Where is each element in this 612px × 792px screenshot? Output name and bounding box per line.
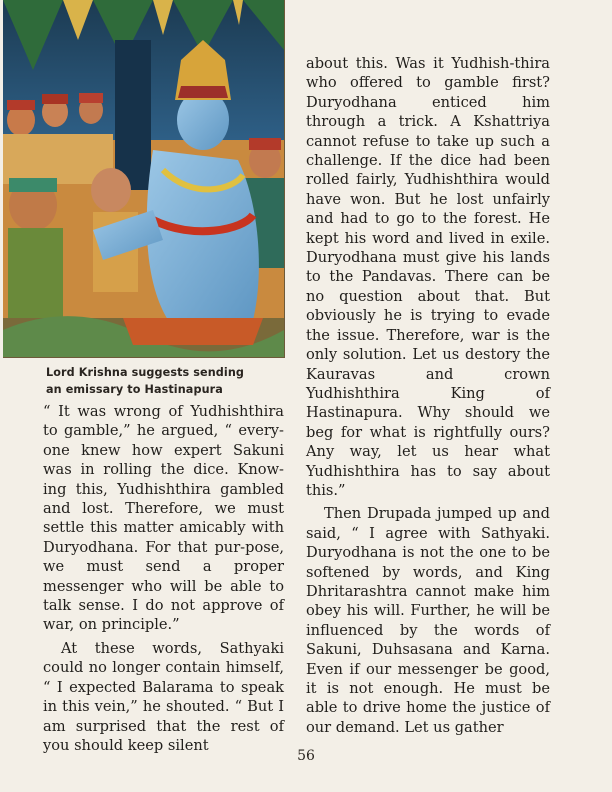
court-illustration <box>3 0 285 358</box>
page-number: 56 <box>297 748 315 764</box>
paragraph: about this. Was it Yudhish-thira who offered to gamble first? Duryodhana enticed him through a trick. A Kshattriya cannot refuse to take up such a challenge. If the dice had been rolled fairly, Yudhishthira would have won. But he lost unfairly and had to go to the forest. He kept his word and lived in exile. Duryodhana must give his lands to the Pandavas. There can be no question about that. But obviously he is trying to evade the issue. Therefore, war is the only solution. Let us destory the Kauravas and crown Yudhishthira King of Hastinapura. Why should we beg for what is rightfully ours? Any way, let us hear what Yudhishthira has to say about this.” <box>306 55 550 499</box>
paragraph: Then Drupada jumped up and said, “ I agree with Sathyaki. Duryodhana is not the one to be softened by words, and King Dhritarashtra cannot make him obey his will. Further, he will be influenced by the words of Sakuni, Duhsasana and Karna. Even if our messenger be good, it is not enough. He must be able to drive home the justice of our demand. Let us gather <box>306 505 550 736</box>
illustration-caption: Lord Krishna suggests sending an emissary to Hastinapura <box>46 366 245 396</box>
paragraph: At these words, Sathyaki could no longer contain himself, “ I expected Balarama to speak in this vein,” he shouted. “ But I am surprised that the rest of you should keep silent <box>43 639 284 754</box>
paragraph: “ It was wrong of Yudhishthira to gamble,” he argued, “ every-one knew how expert Sakuni was in rolling the dice. Know-ing this, Yudhishthira gambled and lost. Therefore, we must settle this matter amicably with Duryodhana. For that pur-pose, we must send a proper messenger who will be able to talk sense. I do not approve of war, on principle.” <box>43 403 284 634</box>
right-text-column <box>306 54 550 737</box>
krishna-court-image <box>3 0 284 357</box>
left-text-column <box>43 402 284 755</box>
